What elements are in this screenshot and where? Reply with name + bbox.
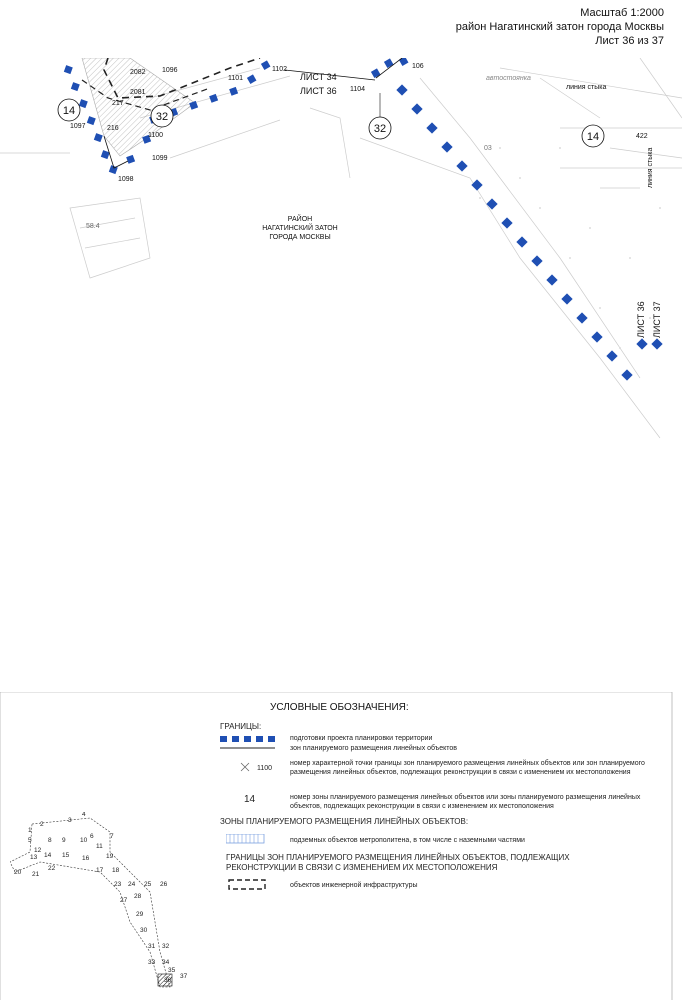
boundary-mark	[546, 274, 557, 285]
legend-panel	[0, 692, 682, 1000]
boundary-mark	[591, 331, 602, 342]
boundary-mark	[126, 155, 135, 164]
road-label: 03	[484, 145, 492, 152]
index-sheet: 9	[62, 837, 66, 844]
index-sheet: 35	[168, 967, 176, 974]
index-sheet: 4	[82, 812, 86, 818]
index-sheet: 30	[140, 927, 148, 934]
parking-label: автостоянка	[486, 75, 531, 82]
legend-preparation: подготовки проекта планировки территории	[290, 735, 433, 742]
index-sheet: 3	[68, 817, 72, 824]
boundary-mark	[606, 350, 617, 361]
boundary-mark	[471, 179, 482, 190]
index-sheet: 24	[128, 881, 136, 888]
index-sheet: 11	[96, 843, 103, 850]
boundary-mark	[71, 82, 80, 91]
index-sheet: 20	[14, 869, 22, 876]
legend-engineering: объектов инженерной инфраструктуры	[290, 882, 418, 889]
boundary-mark	[396, 84, 407, 95]
boundary-mark	[636, 338, 647, 349]
joint-line-label-vertical: линия стыка	[647, 147, 654, 188]
index-sheet: 2	[40, 821, 44, 828]
sheet-37-vertical: ЛИСТ 37	[652, 301, 662, 338]
boundary-mark	[79, 99, 88, 108]
base-map-dots	[479, 147, 661, 349]
boundary-mark	[426, 122, 437, 133]
district-label: район Нагатинский затон города Москвы	[455, 21, 664, 33]
boundary-mark	[261, 60, 271, 70]
legend-sample-point: 1100	[257, 765, 273, 772]
linear-zone-line-symbol	[220, 747, 280, 750]
sheet-34-label: ЛИСТ 34	[300, 72, 337, 82]
joint-line-label: линия стыка	[566, 84, 607, 91]
elevation-label: 58.4	[86, 223, 100, 230]
map-canvas	[0, 58, 682, 458]
engineering-zone-symbol	[228, 879, 268, 891]
boundary-mark	[456, 160, 467, 171]
area-label-line2: НАГАТИНСКИЙ ЗАТОН	[262, 225, 338, 232]
index-sheet: 10	[80, 837, 88, 844]
sheet-36-vertical: ЛИСТ 36	[636, 301, 646, 338]
parcel-number: 216	[107, 125, 119, 132]
legend-zone-number: номер зоны планируемого размещения линейных объектов или зоны планируемого размещения линейных объектов, подлежащих реконструкции в связи с изменением их местоположения	[290, 794, 641, 810]
point-number: 1101	[228, 75, 244, 82]
point-number: 1098	[118, 176, 134, 183]
boundary-mark	[651, 338, 662, 349]
index-sheet: 34	[162, 959, 170, 966]
current-sheet-marker	[158, 974, 172, 986]
boundary-mark	[501, 217, 512, 228]
index-sheet: 6	[90, 833, 94, 840]
index-sheet: 8	[48, 837, 52, 844]
parcel-number: 422	[636, 133, 648, 140]
boundary-mark	[371, 68, 381, 78]
boundary-mark	[229, 87, 238, 96]
index-sheet: 12	[34, 847, 42, 854]
index-sheet: 23	[114, 881, 122, 888]
index-sheet: 27	[120, 897, 128, 904]
point-cross-icon	[240, 762, 250, 772]
boundary-mark	[209, 94, 218, 103]
boundary-mark	[561, 293, 572, 304]
reconstruction-header: ГРАНИЦЫ ЗОН ПЛАНИРУЕМОГО РАЗМЕЩЕНИЯ ЛИНЕЙНЫХ ОБЪЕКТОВ, ПОДЛЕЖАЩИХ РЕКОНСТРУКЦИИ В СВЯЗИ С ИЗМЕНЕНИЕМ ИХ МЕСТОПОЛОЖЕНИЯ	[226, 853, 570, 872]
index-sheet: 13	[30, 854, 38, 861]
legend-point-number: номер характерной точки границы зон планируемого размещения линейных объектов или зон планируемого размещения линейных объектов, подлежащих реконструкции в связи с изменением их местоположения	[290, 760, 645, 776]
sheet-36-label: ЛИСТ 36	[300, 86, 337, 96]
boundary-mark	[384, 58, 394, 68]
boundary-mark	[94, 133, 103, 142]
boundary-mark	[576, 312, 587, 323]
boundary-mark	[486, 198, 497, 209]
legend-title: УСЛОВНЫЕ ОБОЗНАЧЕНИЯ:	[270, 702, 409, 713]
zone-number: 32	[373, 123, 387, 135]
sheet-index-map	[10, 812, 200, 997]
sheet-number: Лист 36 из 37	[595, 35, 664, 47]
legend-linear-zone: зон планируемого размещения линейных объектов	[290, 745, 457, 752]
point-number: 106	[412, 63, 424, 70]
boundary-mark	[516, 236, 527, 247]
map-fragment	[0, 58, 682, 458]
parcel-number: 2082	[130, 69, 146, 76]
point-number: 1099	[152, 155, 168, 162]
index-sheet: 31	[148, 943, 156, 950]
parcel-number: 217	[112, 100, 124, 107]
index-sheet: 22	[48, 865, 56, 872]
zone-number: 32	[155, 111, 169, 123]
legend-sample-zone: 14	[244, 794, 256, 805]
preparation-boundary-symbol	[220, 734, 280, 744]
zone-number: 14	[62, 105, 76, 117]
index-sheet: 33	[148, 959, 156, 966]
point-number: 1104	[350, 86, 366, 93]
area-label-line3: ГОРОДА МОСКВЫ	[269, 234, 331, 241]
boundary-mark	[621, 369, 632, 380]
index-sheet: 1	[28, 827, 32, 834]
index-sheet: 16	[82, 855, 90, 862]
index-sheet: 28	[134, 893, 142, 900]
index-sheet: 5	[28, 837, 32, 844]
index-sheet: 29	[136, 911, 144, 918]
metro-zone-symbol	[226, 834, 266, 844]
index-sheet: 37	[180, 973, 188, 980]
zone-number: 14	[586, 131, 600, 143]
boundary-mark	[411, 103, 422, 114]
index-sheet: 17	[96, 867, 104, 874]
index-sheet: 21	[32, 871, 40, 878]
boundary-mark	[64, 65, 73, 74]
sheet-header	[456, 6, 664, 48]
index-sheet: 26	[160, 881, 168, 888]
parcel-number: 2081	[130, 89, 146, 96]
boundary-mark	[531, 255, 542, 266]
index-sheet: 7	[110, 833, 114, 840]
index-sheet: 25	[144, 881, 152, 888]
area-label-line1: РАЙОН	[287, 216, 313, 223]
point-number: 1100	[148, 132, 164, 139]
boundary-mark	[247, 74, 257, 84]
boundaries-header: ГРАНИЦЫ:	[220, 722, 262, 731]
boundary-mark	[441, 141, 452, 152]
index-sheet: 15	[62, 852, 70, 859]
index-sheet: 32	[162, 943, 170, 950]
legend-metro: подземных объектов метрополитена, в том числе с наземными частями	[290, 837, 525, 844]
index-sheet: 18	[112, 867, 120, 874]
point-number: 1096	[162, 67, 178, 74]
boundary-mark	[87, 116, 96, 125]
point-number: 1102	[272, 66, 288, 73]
index-sheet: 14	[44, 852, 52, 859]
point-number: 1097	[70, 123, 86, 130]
index-sheet: 19	[106, 853, 114, 860]
zones-header: ЗОНЫ ПЛАНИРУЕМОГО РАЗМЕЩЕНИЯ ЛИНЕЙНЫХ ОБЪЕКТОВ:	[220, 817, 469, 826]
scale-label: Масштаб 1:2000	[580, 7, 664, 19]
